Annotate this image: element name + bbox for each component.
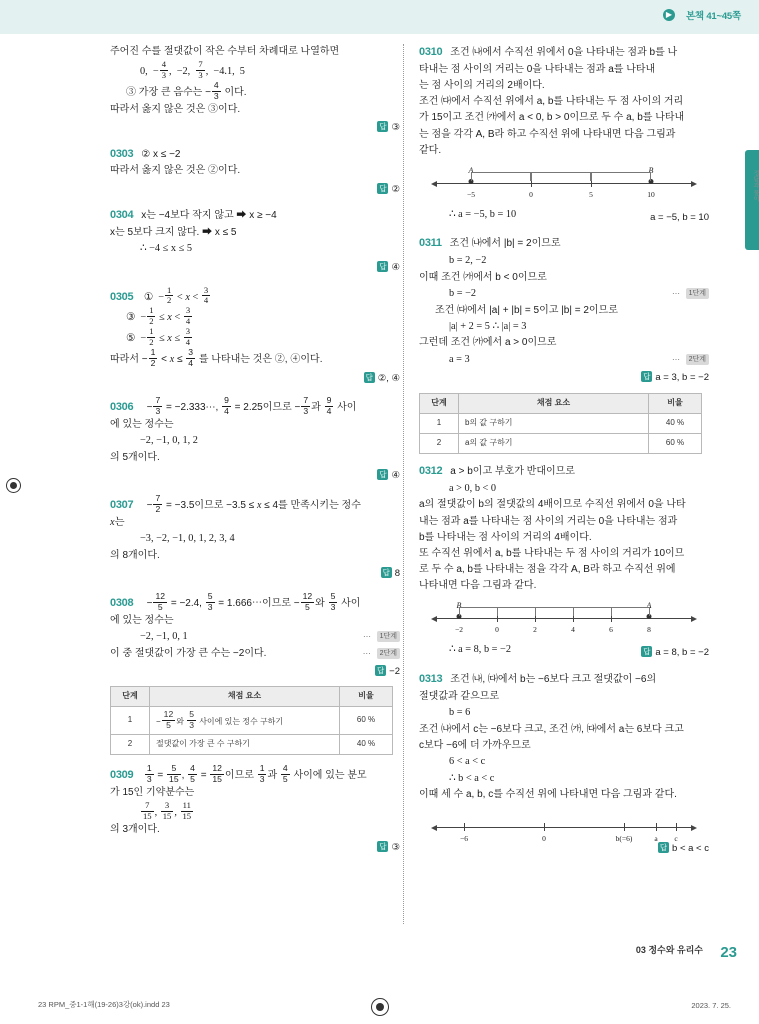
q0305-answer: ②, ④ (377, 372, 400, 384)
number-line-brace (591, 172, 651, 181)
q0306-line-2: 에 있는 정수는 (110, 419, 174, 431)
column-divider (403, 44, 404, 924)
page-number: 23 (720, 944, 737, 961)
problem-0309 (110, 764, 400, 857)
th-stage: 단계 (420, 394, 459, 414)
number-line-tick (676, 823, 677, 831)
problem-0306 (110, 396, 400, 485)
q0310-line-5: 가 15이고 조건 ㈎에서 a < 0, b > 0이므로 두 수 a, b를 나타내 (419, 112, 685, 124)
q0310-conclusion: ∴ a = −5, b = 10 (449, 208, 517, 220)
answer-row (110, 260, 400, 277)
table-header-row (111, 687, 393, 707)
answer-row (110, 566, 400, 583)
q0308-line-2: 에 있는 정수는 (110, 614, 174, 626)
number-line-tick-label: 5 (589, 189, 593, 199)
problem-number: 0305 (110, 290, 134, 303)
table-row (111, 735, 393, 755)
th-criteria: 채점 요소 (459, 394, 649, 414)
q0308-line-1: − $\frac{12}{5}$ = −2.4, $\frac{5}{3}$ = 1.666⋯이므로 − $\frac{12}{5}$ 와 $\frac{5}{3}$ 사이 (143, 590, 361, 612)
number-line-axis (437, 618, 691, 619)
number-line-point-label-A: A (646, 601, 652, 611)
intro-line-2: 0, − $\frac{4}{3}$ , −2, $\frac{7}{3}$ , −4.1, 5 (140, 59, 245, 81)
cell-criteria: − $\frac{12}{5}$ 와 $\frac{5}{3}$ 사이에 있는 정수 구하기 (150, 707, 340, 735)
left-column (110, 44, 400, 866)
problem-number: 0310 (419, 46, 443, 58)
footer-file-info: 23 RPM_중1-1해(19-26)3강(ok).indd 23 (38, 1000, 170, 1009)
q0313-line-8: 이때 세 수 a, b, c를 수직선 위에 나타내면 다음 그림과 같다. (419, 789, 677, 801)
number-line-tick (464, 823, 465, 831)
number-line-brace (531, 172, 591, 181)
q0312-line-5: b를 나타내는 점 사이의 거리의 4배이다. (419, 531, 592, 543)
problem-number: 0308 (110, 596, 134, 609)
number-line-tick-label: 10 (647, 189, 655, 199)
number-line-tick-label: b(=6) (615, 834, 633, 844)
q0310-line-7: 같다. (419, 144, 442, 156)
answer-badge-icon: 답 (659, 843, 668, 853)
problem-0312 (419, 463, 709, 662)
number-line-point-label-A: A (468, 165, 474, 175)
q0307-line-3: −3, −2, −1, 0, 1, 2, 3, 4 (140, 533, 235, 545)
problem-0305 (110, 286, 400, 388)
cell-criteria: b의 값 구하기 (459, 413, 649, 433)
number-line-tick-label: 0 (495, 625, 499, 635)
rubric-table-0311 (419, 393, 702, 454)
q0311-line-6: |a| + 2 = 5 ∴ |a| = 3 (449, 320, 527, 332)
number-line-tick-label: c (674, 834, 678, 844)
cell-ratio: 60 % (340, 707, 393, 735)
answer-badge-icon: 답 (643, 372, 651, 382)
table-row (420, 433, 702, 453)
answer-badge-icon: 답 (643, 647, 651, 657)
answer-badge-icon: 답 (377, 665, 385, 675)
problem-number: 0311 (419, 237, 442, 250)
answer-badge-icon: 답 (379, 261, 387, 271)
q0308-line-3: −2, −1, 0, 1 ⋯ 1단계 (110, 629, 400, 646)
q0306-line-1: − $\frac{7}{3}$ = −2.333⋯, $\frac{9}{4}$ = 2.25이므로 − $\frac{7}{3}$ 과 $\frac{9}{4}$ 사이 (143, 395, 357, 417)
number-line-tick (656, 823, 657, 831)
q0306-line-4: 의 5개이다. (110, 452, 160, 463)
problem-0311 (419, 235, 709, 454)
q0312-answer: a = 8, b = −2 (655, 647, 709, 659)
answer-row (110, 182, 400, 199)
table-row (420, 413, 702, 433)
q0312-line-3: a의 절댓값이 b의 절댓값의 4배이므로 수직선 위에서 0을 나타 (419, 499, 686, 511)
side-tab-label: 정답과 풀이 (752, 170, 758, 202)
q0310-line-4: 조건 ㈐에서 수직선 위에서 a, b를 나타내는 두 점 사이의 거리 (419, 96, 684, 108)
q0313-line-1: 조건 ㈏, ㈐에서 b는 −6보다 크고 절댓값이 −6의 (450, 673, 657, 685)
number-line-tick-label: −6 (460, 834, 468, 844)
q0310-line-1: 조건 ㈏에서 수직선 위에서 0을 나타내는 점과 b를 나 (450, 47, 678, 58)
answer-badge-icon: 답 (365, 372, 373, 382)
cell-stage: 1 (111, 707, 150, 735)
q0310-line-2: 타내는 점 사이의 거리는 0을 나타내는 점과 a를 나타내 (419, 63, 656, 75)
q0305-line-4: 따라서 − $\frac{1}{2}$ < x ≤ $\frac{3}{4}$ 를 나타내는 것은 ②, ④이다. (110, 346, 323, 368)
number-line-brace (459, 607, 498, 616)
q0309-answer: ③ (391, 842, 400, 854)
registration-mark-icon-bottom (371, 998, 389, 1016)
number-line-tick-label: 6 (609, 625, 613, 635)
step-badge-1: 1단계 (686, 288, 709, 299)
q0304-answer: ④ (391, 261, 400, 273)
step-badge-2: 2단계 (686, 354, 709, 365)
q0311-line-2: b = 2, −2 (449, 255, 487, 267)
q0311-line-5: 조건 ㈐에서 |a| + |b| = 5이고 |b| = 2이므로 (435, 304, 618, 316)
cell-stage: 1 (420, 413, 459, 433)
right-column (419, 44, 709, 867)
intro-line-4: 따라서 옳지 않은 것은 ③이다. (110, 103, 241, 115)
q0306-answer: ④ (391, 470, 400, 482)
q0303-answer: ② (391, 183, 400, 195)
q0304-line-3: ∴ −4 ≤ x ≤ 5 (140, 243, 192, 255)
answer-row (110, 840, 400, 857)
intro-line-1: 주어진 수를 절댓값이 작은 수부터 차례대로 나열하면 (110, 46, 340, 57)
answer-badge-icon: 답 (379, 183, 387, 193)
problem-0304 (110, 207, 400, 276)
q0309-line-2: 가 15인 기약분수는 (110, 786, 195, 798)
q0313-line-5: c보다 −6에 더 가까우므로 (419, 739, 531, 751)
number-line-tick (544, 823, 545, 831)
q0311-line-4: b = −2 ⋯ 1단계 (419, 286, 709, 303)
q0313-line-2: 절댓값과 같으므로 (419, 690, 500, 702)
problem-number: 0309 (110, 769, 134, 782)
problem-number: 0303 (110, 147, 134, 160)
q0309-line-1: $\frac{1}{3}$ = $\frac{5}{15}$ , $\frac{4}{5}$ = $\frac{12}{15}$ 이므로 $\frac{1}{3}$ 과 $\frac{4}{5}$ 사이에 있는 분모 (146, 763, 367, 784)
number-line-tick-label: −2 (455, 625, 463, 635)
answer-badge-icon: 답 (379, 470, 387, 480)
q0312-line-7: 로 두 수 a, b를 나타내는 점을 각각 A, B라 하고 수직선 위에 (419, 564, 676, 576)
q0308-answer: −2 (389, 665, 400, 677)
number-line-brace (573, 607, 612, 616)
answer-row (110, 120, 400, 137)
cell-ratio: 60 % (649, 433, 702, 453)
number-line-brace (535, 607, 574, 616)
q0313-line-6: 6 < a < c (449, 755, 486, 767)
answer-row (419, 370, 709, 387)
q0304-line-1: x는 −4보다 작지 않고 ➡ x ≥ −4 (141, 210, 277, 222)
problem-number: 0313 (419, 672, 443, 685)
answer-row (110, 371, 400, 388)
number-line-tick-label: 0 (542, 834, 546, 844)
answer-badge-icon: 답 (379, 842, 387, 852)
q0313-line-7: ∴ b < a < c (449, 772, 495, 784)
q0304-line-2: x는 5보다 크지 않다. ➡ x ≤ 5 (110, 227, 237, 239)
problem-number: 0304 (110, 209, 134, 222)
q0312-line-6: 또 수직선 위에서 a, b를 나타내는 두 점 사이의 거리가 10이므 (419, 547, 685, 559)
answer-row (110, 468, 400, 485)
number-line-axis (437, 183, 691, 184)
answer-badge-icon: 답 (382, 568, 390, 578)
number-line-brace (471, 172, 531, 181)
answer-badge-icon: 답 (379, 121, 387, 131)
cell-stage: 2 (420, 433, 459, 453)
q0307-line-1: − $\frac{7}{2}$ = −3.5이므로 −3.5 ≤ x ≤ 4를 만족시키는 정수 (143, 492, 361, 514)
table-header-row (420, 394, 702, 414)
page-header-band (0, 0, 759, 34)
q0305-line-2: ③ − $\frac{1}{2}$ ≤ x < $\frac{3}{4}$ (126, 305, 191, 327)
q0313-answer: b < a < c (672, 843, 709, 855)
number-line-tick-label: a (654, 834, 658, 844)
q0310-line-6: 는 점을 각각 A, B라 하고 수직선 위에 나타내면 다음 그림과 (419, 128, 676, 140)
number-line-axis (437, 827, 691, 828)
step-badge-1: 1단계 (377, 631, 400, 642)
th-ratio: 비율 (340, 687, 393, 707)
number-line-tick-label: 0 (529, 189, 533, 199)
number-line-tick (624, 823, 625, 831)
number-line-tick-label: 2 (533, 625, 537, 635)
registration-mark-icon-left (6, 478, 21, 493)
q0311-line-7: 그런데 조건 ㈎에서 a > 0이므로 (419, 337, 557, 349)
q0303-line-1: ② x ≤ −2 (141, 148, 181, 160)
q0303-line-2: 따라서 옳지 않은 것은 ②이다. (110, 165, 241, 177)
footer-date: 2023. 7. 25. (691, 1001, 731, 1010)
number-line-tick-label: −5 (467, 189, 475, 199)
q0312-line-8: 나타내면 다음 그림과 같다. (419, 580, 537, 592)
footer-chapter: 03 정수와 유리수 (635, 945, 703, 955)
th-ratio: 비율 (649, 394, 702, 414)
th-stage: 단계 (111, 687, 150, 707)
q0311-line-1: 조건 ㈏에서 |b| = 2이므로 (449, 238, 561, 250)
th-criteria: 채점 요소 (150, 687, 340, 707)
problem-number: 0306 (110, 401, 134, 414)
q0309-line-4: 의 3개이다. (110, 823, 160, 835)
answer-row (110, 664, 400, 681)
q0312-conclusion: ∴ a = 8, b = −2 (449, 644, 512, 656)
cell-criteria: a의 값 구하기 (459, 433, 649, 453)
problem-0313 (419, 671, 709, 858)
problem-0308 (110, 592, 400, 755)
rubric-table-0308 (110, 686, 393, 755)
step-badge-2: 2단계 (377, 648, 400, 659)
intro-line-3: ③ 가장 큰 음수는 − $\frac{4}{3}$ 이다. (126, 79, 247, 101)
q0305-line-3: ⑤ − $\frac{1}{2}$ ≤ x ≤ $\frac{3}{4}$ (126, 326, 190, 348)
problem-0307 (110, 494, 400, 583)
chevron-right-icon: ▶ (663, 9, 675, 21)
number-line-tick-label: 8 (647, 625, 651, 635)
q0311-line-8: a = 3 ⋯ 2단계 (419, 352, 709, 369)
cell-stage: 2 (111, 735, 150, 755)
q0310-answer: a = −5, b = 10 (650, 211, 709, 223)
q0312-line-4: 내는 점과 a를 나타내는 점 사이의 거리는 0을 나타내는 점과 (419, 515, 678, 527)
q0313-line-3: b = 6 (449, 706, 471, 718)
header-reference: 본책 41~45쪽 (685, 11, 741, 22)
cell-ratio: 40 % (649, 413, 702, 433)
number-line-0310 (419, 165, 709, 205)
q0312-line-2: a > 0, b < 0 (449, 482, 497, 494)
q0308-line-4: 이 중 절댓값이 가장 큰 수는 −2이다. ⋯ 2단계 (110, 646, 400, 662)
q0306-line-3: −2, −1, 0, 1, 2 (140, 435, 198, 447)
problem-0310 (419, 44, 709, 226)
number-line-brace (611, 607, 650, 616)
number-line-point-label-B: B (456, 601, 462, 611)
q0310-line-3: 는 점 사이의 거리의 2배이다. (419, 80, 545, 91)
number-line-0312 (419, 600, 709, 640)
q0311-line-3: 이때 조건 ㈎에서 b < 0이므로 (419, 271, 547, 283)
q0305-line-1: ① − $\frac{1}{2}$ < x < $\frac{3}{4}$ (143, 284, 209, 306)
q0309-line-3: $\frac{7}{15}$ , $\frac{3}{15}$ , $\frac{11}{15}$ (143, 800, 192, 821)
q0307-line-2: x는 (110, 516, 125, 528)
problem-number: 0307 (110, 498, 134, 511)
number-line-0313 (419, 809, 709, 844)
solution-intro (110, 44, 400, 137)
number-line-brace (497, 607, 536, 616)
q0312-line-1: a > b이고 부호가 반대이므로 (450, 465, 575, 477)
table-row (111, 707, 393, 735)
problem-0303 (110, 146, 400, 199)
q0311-answer: a = 3, b = −2 (655, 372, 709, 384)
q0307-answer: 8 (394, 568, 400, 580)
q0313-line-4: 조건 ㈏에서 c는 −6보다 크고, 조건 ㈎, ㈐에서 a는 6보다 크고 (419, 723, 684, 735)
cell-ratio: 40 % (340, 735, 393, 755)
cell-criteria: 절댓값이 가장 큰 수 구하기 (150, 735, 340, 755)
number-line-point-label-B: B (648, 165, 654, 175)
q0307-line-4: 의 8개이다. (110, 550, 160, 562)
answer-value: 답 ③ (379, 121, 400, 133)
problem-number: 0312 (419, 464, 443, 477)
number-line-tick-label: 4 (571, 625, 575, 635)
